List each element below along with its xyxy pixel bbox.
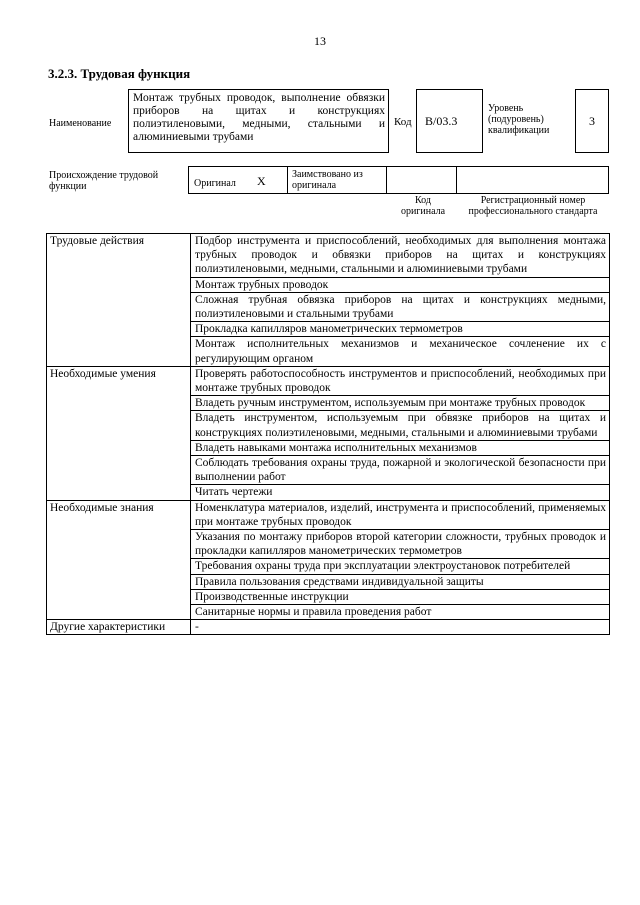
item-cell: Монтаж исполнительных механизмов и механическое сочленение их с регулирующим органом xyxy=(191,337,610,366)
table-row xyxy=(47,366,610,395)
code-original-caption: Код оригинала xyxy=(400,195,446,217)
item-cell: Подбор инструмента и приспособлений, необходимых для выполнения монтажа трубных проводок и обвязки приборов на щитах и конструкциях полиэтиленовыми, медными, стальными и алюминиевыми трубами xyxy=(191,234,610,278)
item-cell: Соблюдать требования охраны труда, пожарной и экологической безопасности при выполнении работ xyxy=(191,456,610,485)
item-cell: Читать чертежи xyxy=(191,485,610,500)
code-label: Код xyxy=(394,116,412,128)
name-label: Наименование xyxy=(49,118,112,129)
item-cell: Требования охраны труда при эксплуатации электроустановок потребителей xyxy=(191,559,610,574)
category-cell: Трудовые действия xyxy=(47,234,191,367)
item-cell: Прокладка капилляров манометрических термометров xyxy=(191,322,610,337)
reg-number-caption: Регистрационный номер профессионального стандарта xyxy=(468,195,598,217)
level-label: Уровень (подуровень) квалификации xyxy=(488,103,550,136)
reg-number-cell xyxy=(456,166,609,194)
code-value: В/03.3 xyxy=(425,114,458,128)
item-cell: Монтаж трубных проводок xyxy=(191,277,610,292)
page-number: 13 xyxy=(314,34,326,48)
borrowed-label: Заимствовано из оригинала xyxy=(292,169,363,191)
name-value-box xyxy=(128,89,389,153)
level-value: 3 xyxy=(589,114,595,128)
item-cell: Владеть инструментом, используемым при обвязке приборов на щитах и конструкциях полиэтиленовыми, медными, стальными и алюминиевыми трубами xyxy=(191,411,610,440)
item-cell: Номенклатура материалов, изделий, инструмента и приспособлений, применяемых при монтаже трубных проводок xyxy=(191,500,610,529)
borrowed-cell xyxy=(287,166,387,194)
section-title: 3.2.3. Трудовая функция xyxy=(48,66,191,81)
name-value: Монтаж трубных проводок, выполнение обвязки приборов на щитах и конструкциях полиэтиленовыми, медными, стальными и алюминиевыми трубами xyxy=(133,92,385,143)
level-value-box xyxy=(575,89,609,153)
code-value-box xyxy=(416,89,483,153)
item-cell: Владеть ручным инструментом, используемым при монтаже трубных проводок xyxy=(191,396,610,411)
original-mark: X xyxy=(257,174,266,188)
category-cell: Другие характеристики xyxy=(47,620,191,635)
table-row xyxy=(47,500,610,529)
item-cell: - xyxy=(191,620,610,635)
item-cell: Сложная трубная обвязка приборов на щитах и конструкциях медными, полиэтиленовыми и стальными трубами xyxy=(191,292,610,321)
code-original-cell xyxy=(386,166,457,194)
function-table xyxy=(46,233,610,635)
item-cell: Правила пользования средствами индивидуальной защиты xyxy=(191,574,610,589)
item-cell: Указания по монтажу приборов второй категории сложности, трубных проводок и прокладки капилляров манометрических термометров xyxy=(191,530,610,559)
category-cell: Необходимые знания xyxy=(47,500,191,620)
table-row xyxy=(47,620,610,635)
original-cell xyxy=(188,166,288,194)
item-cell: Санитарные нормы и правила проведения работ xyxy=(191,605,610,620)
category-cell: Необходимые умения xyxy=(47,366,191,500)
item-cell: Владеть навыками монтажа исполнительных механизмов xyxy=(191,440,610,455)
origin-label: Происхождение трудовой функции xyxy=(49,170,159,192)
table-row xyxy=(47,234,610,278)
original-label: Оригинал xyxy=(194,178,236,189)
item-cell: Проверять работоспособность инструментов и приспособлений, необходимых при монтаже трубных проводок xyxy=(191,366,610,395)
item-cell: Производственные инструкции xyxy=(191,589,610,604)
